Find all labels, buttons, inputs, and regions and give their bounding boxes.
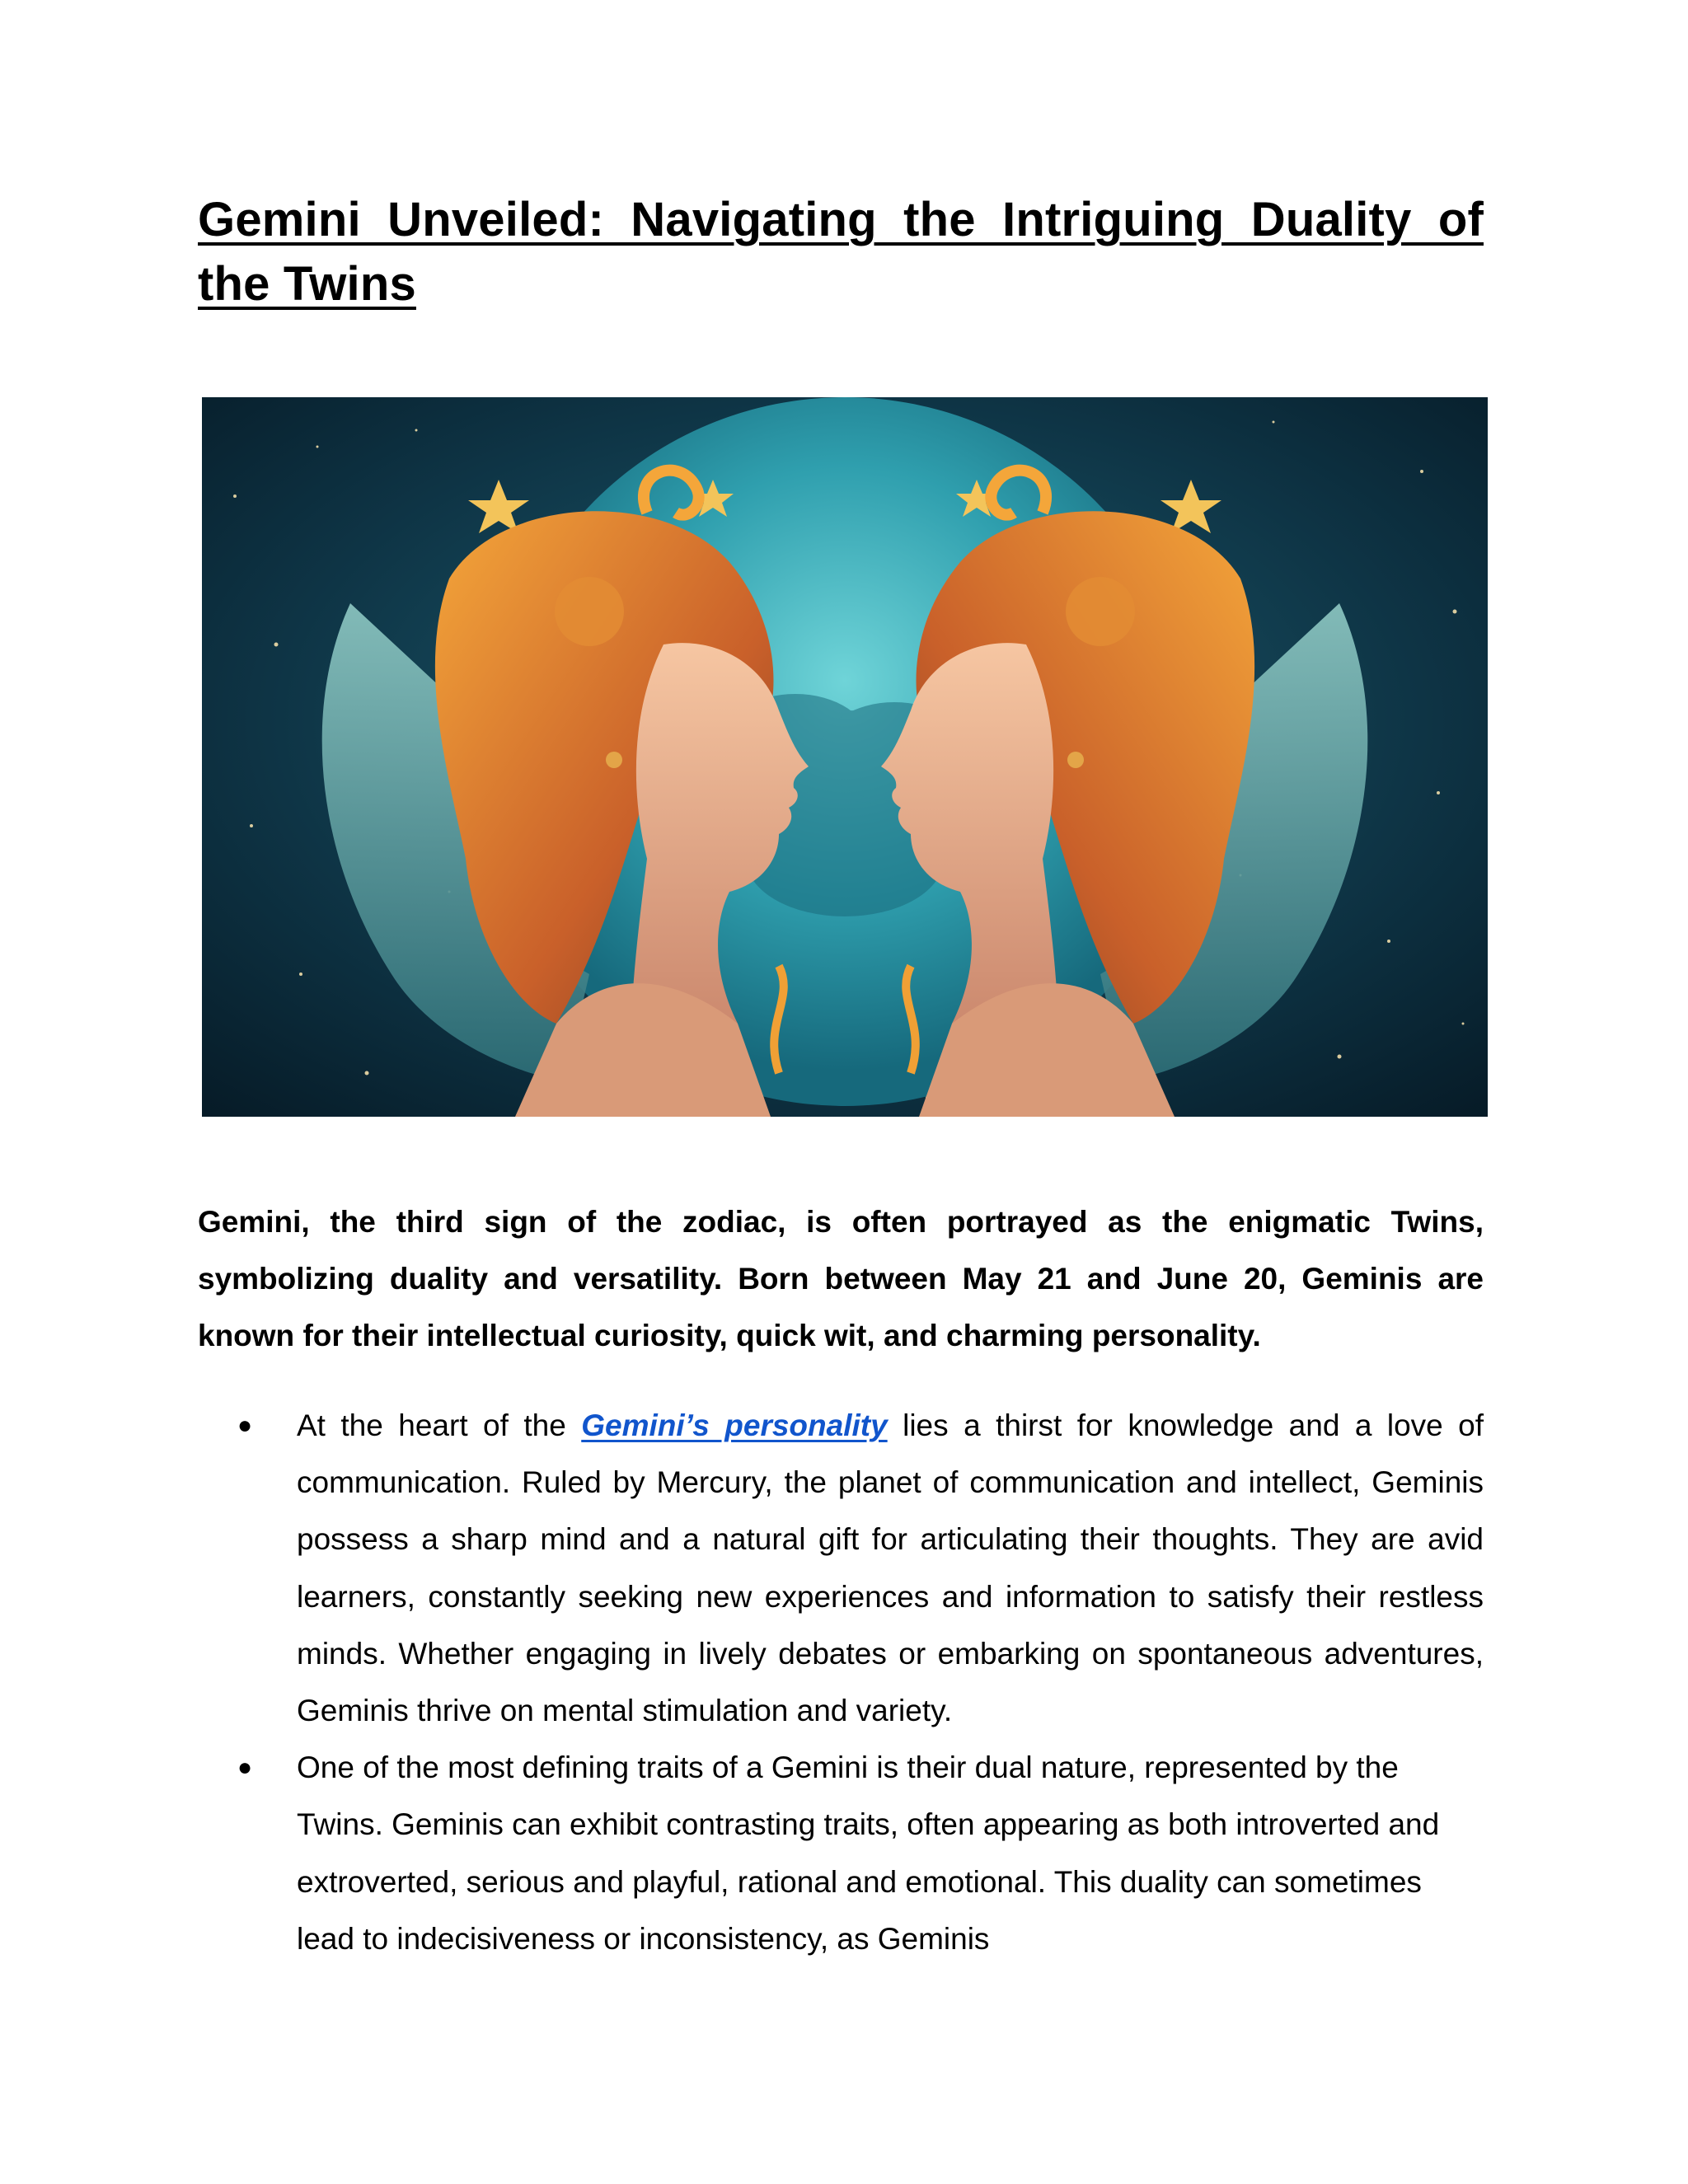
page-title: Gemini Unveiled: Navigating the Intriguing Duality of the Twins bbox=[198, 193, 1484, 311]
hero-image bbox=[202, 397, 1488, 1117]
bullet-text: One of the most defining traits of a Gemini is their dual nature, represented by the Twins. Geminis can exhibit contrasting traits, often appearing as both introverted and extroverted, serious and playful, rational and emotional. This duality can sometimes lead to indecisiveness or inconsistency, as Geminis bbox=[297, 1750, 1440, 1956]
list-item bbox=[198, 1397, 1484, 1739]
bullet-text bbox=[297, 1397, 1484, 1739]
list-item bbox=[198, 1739, 1484, 1967]
intro-paragraph: Gemini, the third sign of the zodiac, is often portrayed as the enigmatic Twins, symbolizing duality and versatility. Born between May 21 and June 20, Geminis are known for their intellectual curiosity, quick wit, and charming personality. bbox=[198, 1205, 1484, 1352]
bullet-marker: ● bbox=[237, 1754, 253, 1782]
gemini-twins-illustration-icon bbox=[202, 397, 1488, 1117]
bullet-list bbox=[198, 1397, 1484, 1967]
bullet-marker: ● bbox=[237, 1412, 253, 1439]
bullet-text-after-link: lies a thirst for knowledge and a love of communication. Ruled by Mercury, the planet of communication and intellect, Geminis possess a sharp mind and a natural gift for articulating their thoughts. They are avid learners, constantly seeking new experiences and information to satisfy their restless minds. Whether engaging in lively debates or embarking on spontaneous adventures, Geminis thrive on mental stimulation and variety. bbox=[297, 1408, 1484, 1728]
gemini-personality-link[interactable]: Gemini’s personality bbox=[581, 1408, 888, 1442]
bullet-text-before-link: At the heart of the bbox=[297, 1408, 582, 1442]
